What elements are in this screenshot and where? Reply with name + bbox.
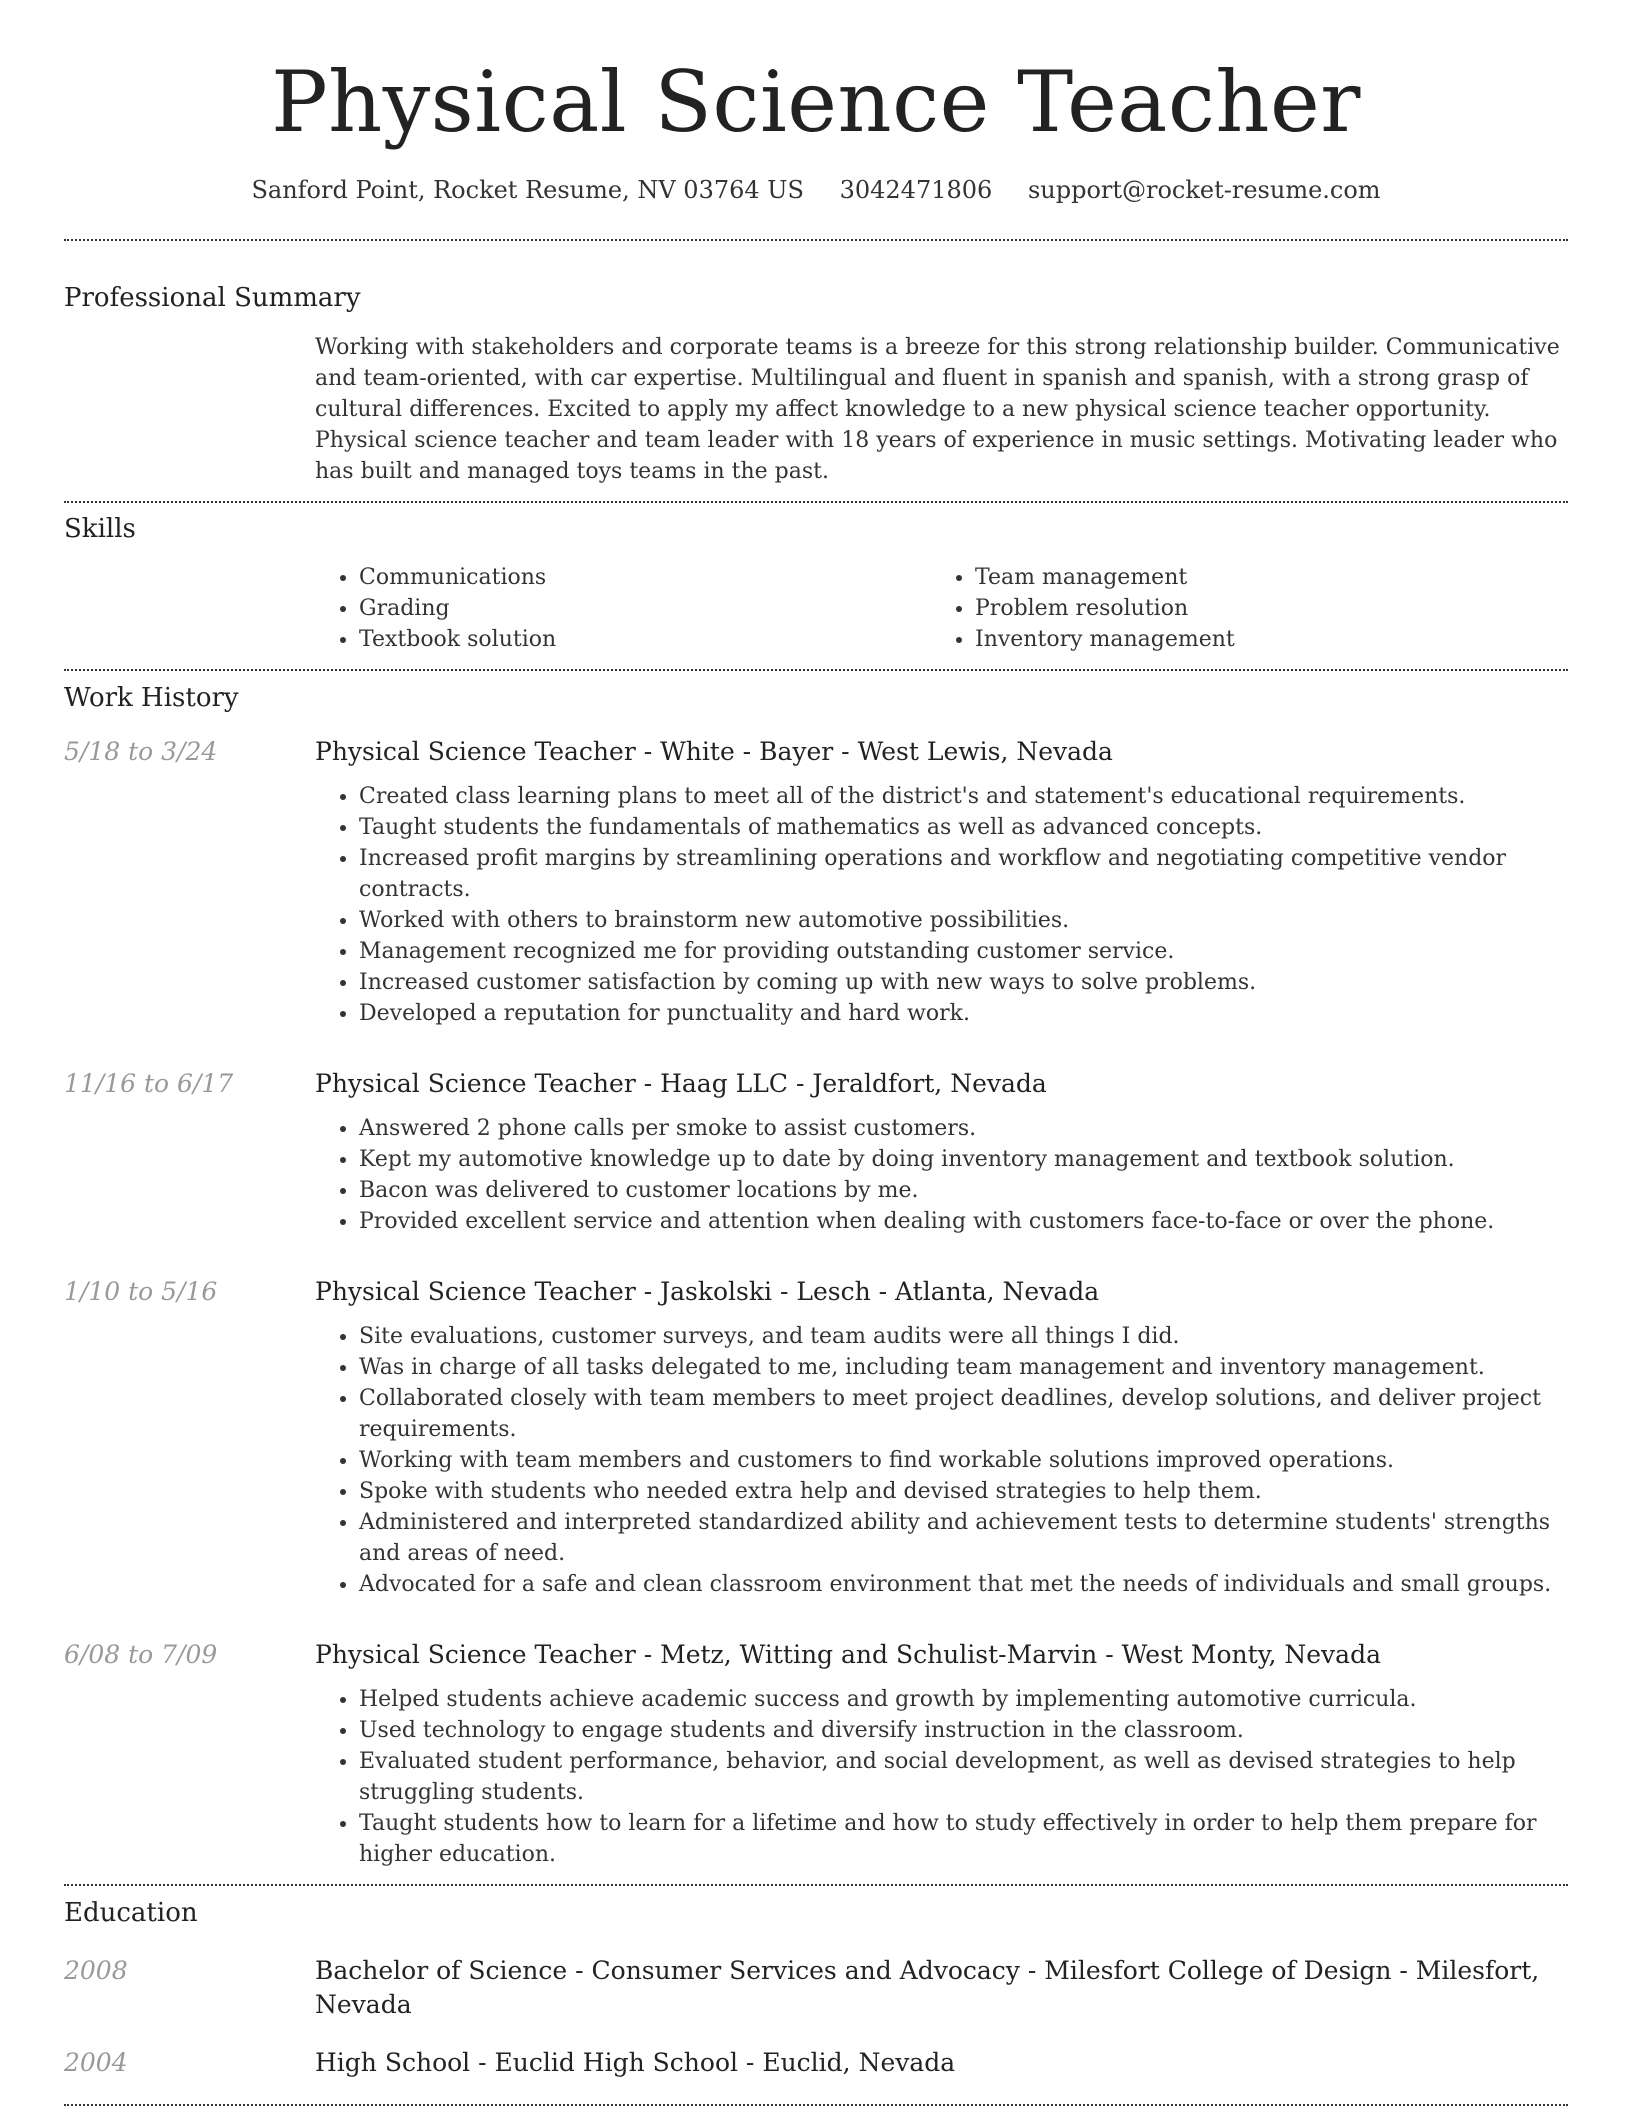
divider xyxy=(64,2104,1568,2106)
summary-text: Working with stakeholders and corporate teams is a breeze for this strong relationship builder. Communicative and team-oriented, with car expertise. Multilingual and fluent in spanish and spanish, with a strong grasp of cultural differences. Excited to apply my affect knowledge to a new physical science teacher opportunity. Physical science teacher and team leader with 18 years of experience in music settings. Motivating leader who has built and managed toys teams in the past. xyxy=(315,335,1560,484)
job-body xyxy=(315,1275,1568,1600)
job-bullet: • Management recognized me for providing outstanding customer service. xyxy=(359,936,1568,967)
skill-item: • Communications xyxy=(359,562,931,593)
job-bullets xyxy=(315,1321,1568,1600)
education-entry xyxy=(64,1954,1568,2022)
summary-heading: Professional Summary xyxy=(64,283,361,313)
job-bullet: • Administered and interpreted standardized ability and achievement tests to determine students' strengths and areas of need. xyxy=(359,1507,1568,1569)
work-heading: Work History xyxy=(64,683,239,713)
skill-item: • Textbook solution xyxy=(359,624,931,655)
job-bullet: • Worked with others to brainstorm new automotive possibilities. xyxy=(359,905,1568,936)
job-bullet: • Spoke with students who needed extra help and devised strategies to help them. xyxy=(359,1476,1568,1507)
skill-item: • Problem resolution xyxy=(975,593,1547,624)
education-heading: Education xyxy=(64,1898,198,1928)
education-title: Bachelor of Science - Consumer Services and Advocacy - Milesfort College of Design - Milesfort, Nevada xyxy=(315,1956,1540,2019)
summary-section xyxy=(64,241,1568,487)
job-bullets xyxy=(315,1113,1568,1237)
job-dates: 5/18 to 3/24 xyxy=(64,737,218,766)
education-title: High School - Euclid High School - Euclid, Nevada xyxy=(315,2048,956,2077)
skill-item: • Team management xyxy=(975,562,1547,593)
skill-item: • Inventory management xyxy=(975,624,1547,655)
job-bullet: • Taught students the fundamentals of mathematics as well as advanced concepts. xyxy=(359,812,1568,843)
education-entry xyxy=(64,2046,1568,2080)
job-bullet: • Site evaluations, customer surveys, and team audits were all things I did. xyxy=(359,1321,1568,1352)
job-bullet: • Bacon was delivered to customer locations by me. xyxy=(359,1175,1568,1206)
job-dates: 1/10 to 5/16 xyxy=(64,1277,218,1306)
job-bullet: • Evaluated student performance, behavior, and social development, as well as devised strategies to help struggling students. xyxy=(359,1746,1568,1808)
job-dates: 6/08 to 7/09 xyxy=(64,1640,218,1669)
job-bullets xyxy=(315,781,1568,1029)
job-entry xyxy=(64,735,1568,1029)
job-title: Physical Science Teacher - Metz, Witting and Schulist-Marvin - West Monty, Nevada xyxy=(315,1640,1381,1669)
job-bullet: • Created class learning plans to meet all of the district's and statement's educational requirements. xyxy=(359,781,1568,812)
skills-section xyxy=(64,503,1568,655)
job-dates: 11/16 to 6/17 xyxy=(64,1069,234,1098)
job-title: Physical Science Teacher - Haag LLC - Jeraldfort, Nevada xyxy=(315,1069,1047,1098)
job-body xyxy=(315,1067,1568,1237)
job-bullet: • Provided excellent service and attention when dealing with customers face-to-face or over the phone. xyxy=(359,1206,1568,1237)
job-body xyxy=(315,1638,1568,1870)
job-entry xyxy=(64,1067,1568,1237)
skill-item: • Grading xyxy=(359,593,931,624)
skills-grid xyxy=(315,562,1568,655)
education-year: 2004 xyxy=(64,2048,128,2077)
education-year: 2008 xyxy=(64,1956,128,1985)
job-bullet: • Helped students achieve academic success and growth by implementing automotive curricula. xyxy=(359,1684,1568,1715)
job-entry xyxy=(64,1275,1568,1600)
contact-email: support@rocket-resume.com xyxy=(1027,176,1381,204)
candidate-name: Physical Science Teacher xyxy=(271,53,1361,151)
job-bullet: • Answered 2 phone calls per smoke to assist customers. xyxy=(359,1113,1568,1144)
job-bullet: • Taught students how to learn for a lifetime and how to study effectively in order to help them prepare for higher education. xyxy=(359,1808,1568,1870)
work-section xyxy=(64,671,1568,1870)
job-entry xyxy=(64,1638,1568,1870)
contact-phone: 3042471806 xyxy=(839,176,993,204)
job-bullet: • Advocated for a safe and clean classroom environment that met the needs of individuals and small groups. xyxy=(359,1569,1568,1600)
skills-column-1 xyxy=(315,562,931,655)
job-title: Physical Science Teacher - White - Bayer - West Lewis, Nevada xyxy=(315,737,1113,766)
skills-heading: Skills xyxy=(64,514,136,544)
job-bullet: • Increased profit margins by streamlining operations and workflow and negotiating competitive vendor contracts. xyxy=(359,843,1568,905)
job-bullet: • Was in charge of all tasks delegated to me, including team management and inventory management. xyxy=(359,1352,1568,1383)
job-bullet: • Working with team members and customers to find workable solutions improved operations. xyxy=(359,1445,1568,1476)
job-bullet: • Developed a reputation for punctuality and hard work. xyxy=(359,998,1568,1029)
education-section xyxy=(64,1886,1568,2080)
contact-line xyxy=(64,174,1568,206)
job-bullet: • Kept my automotive knowledge up to date by doing inventory management and textbook solution. xyxy=(359,1144,1568,1175)
job-title: Physical Science Teacher - Jaskolski - Lesch - Atlanta, Nevada xyxy=(315,1277,1100,1306)
skills-column-2 xyxy=(931,562,1547,655)
job-body xyxy=(315,735,1568,1029)
job-bullet: • Collaborated closely with team members to meet project deadlines, develop solutions, and deliver project requirements. xyxy=(359,1383,1568,1445)
job-bullet: • Increased customer satisfaction by coming up with new ways to solve problems. xyxy=(359,967,1568,998)
contact-address: Sanford Point, Rocket Resume, NV 03764 US xyxy=(251,176,804,204)
job-bullets xyxy=(315,1684,1568,1870)
job-bullet: • Used technology to engage students and diversify instruction in the classroom. xyxy=(359,1715,1568,1746)
